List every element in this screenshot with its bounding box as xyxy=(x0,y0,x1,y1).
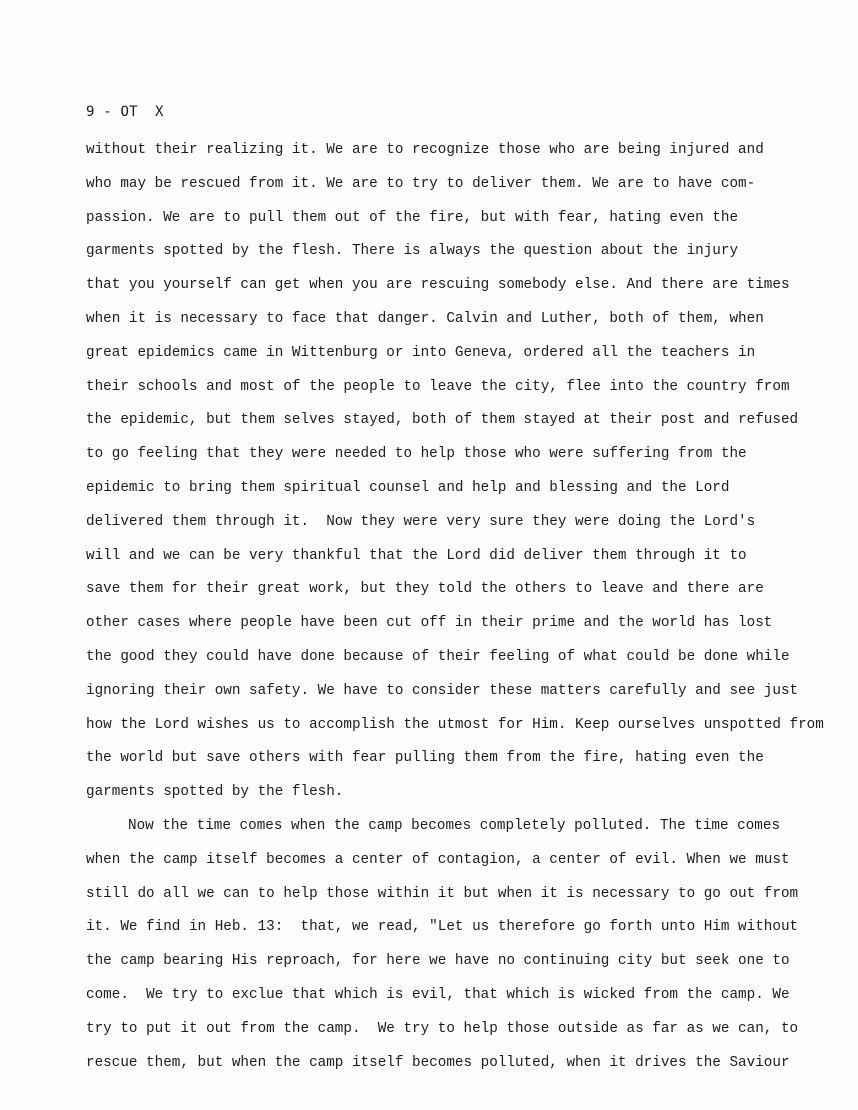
text-line: passion. We are to pull them out of the fire, but with fear, hating even the xyxy=(86,209,739,226)
text-line: try to put it out from the camp. We try to help those outside as far as we can, to xyxy=(86,1020,799,1037)
text-line: the epidemic, but them selves stayed, both of them stayed at their post and refused xyxy=(86,412,799,429)
text-line: garments spotted by the flesh. There is always the question about the injury xyxy=(86,243,739,260)
text-line: the good they could have done because of their feeling of what could be done while xyxy=(86,648,790,665)
text-line: still do all we can to help those within it but when it is necessary to go out from xyxy=(86,885,799,902)
text-line: will and we can be very thankful that the Lord did deliver them through it to xyxy=(86,547,747,564)
text-line: their schools and most of the people to leave the city, flee into the country from xyxy=(86,378,790,395)
text-line: to go feeling that they were needed to help those who were suffering from the xyxy=(86,446,747,463)
text-line: epidemic to bring them spiritual counsel and help and blessing and the Lord xyxy=(86,479,730,496)
text-line: when the camp itself becomes a center of contagion, a center of evil. When we must xyxy=(86,851,790,868)
text-line: ignoring their own safety. We have to consider these matters carefully and see just xyxy=(86,682,799,699)
text-line: it. We find in Heb. 13: that, we read, "Let us therefore go forth unto Him without xyxy=(86,919,799,936)
page-number-header: 9 - OT X xyxy=(86,104,164,120)
text-line: other cases where people have been cut off in their prime and the world has lost xyxy=(86,615,773,632)
text-line: the world but save others with fear pulling them from the fire, hating even the xyxy=(86,750,764,767)
text-line: the camp bearing His reproach, for here we have no continuing city but seek one to xyxy=(86,953,790,970)
text-line: that you yourself can get when you are rescuing somebody else. And there are times xyxy=(86,277,790,294)
text-line: when it is necessary to face that danger. Calvin and Luther, both of them, when xyxy=(86,310,764,327)
text-line: great epidemics came in Wittenburg or into Geneva, ordered all the teachers in xyxy=(86,344,756,361)
text-line: without their realizing it. We are to recognize those who are being injured and xyxy=(86,142,764,158)
text-line: rescue them, but when the camp itself becomes polluted, when it drives the Saviour xyxy=(86,1054,790,1071)
text-line: come. We try to exclue that which is evil, that which is wicked from the camp. We xyxy=(86,986,790,1003)
text-line: Now the time comes when the camp becomes completely polluted. The time comes xyxy=(128,817,781,834)
text-line: delivered them through it. Now they were very sure they were doing the Lord's xyxy=(86,513,756,530)
text-line: garments spotted by the flesh. xyxy=(86,784,344,801)
text-line: who may be rescued from it. We are to try to deliver them. We are to have com- xyxy=(86,175,756,192)
document-body xyxy=(86,134,858,1080)
text-line: save them for their great work, but they told the others to leave and there are xyxy=(86,581,764,598)
text-line: how the Lord wishes us to accomplish the utmost for Him. Keep ourselves unspotted from xyxy=(86,716,824,733)
